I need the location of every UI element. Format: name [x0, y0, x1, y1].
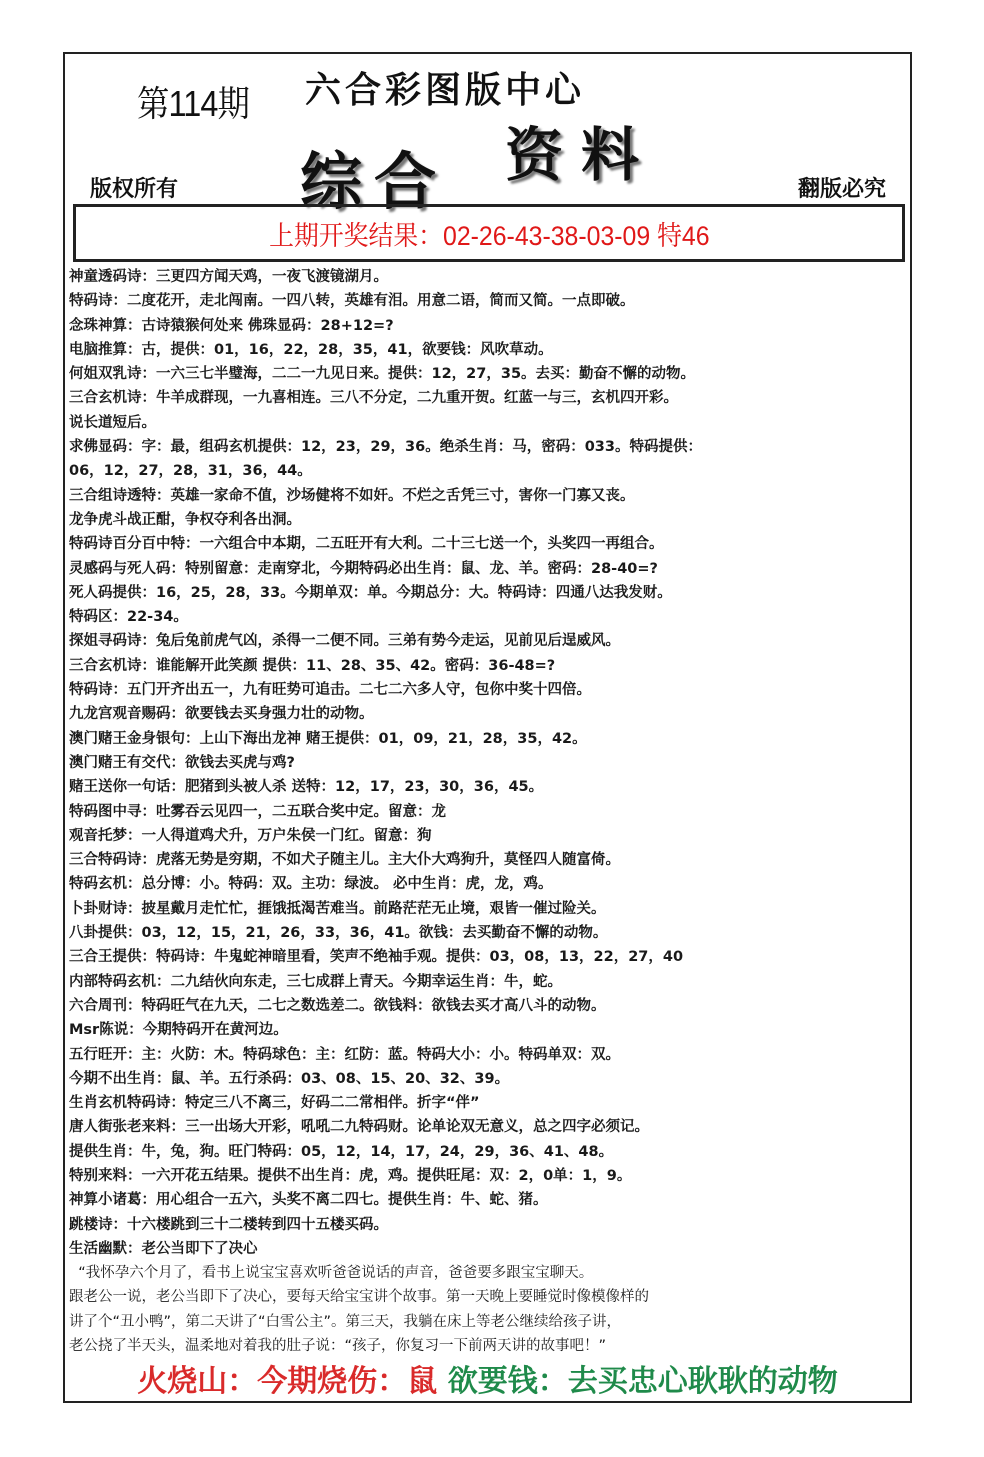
list-item — [69, 484, 909, 508]
item-text: 说长道短后。 — [69, 414, 156, 431]
item-label: 特码图中寻： — [69, 803, 156, 820]
item-label: 求佛显码： — [69, 439, 142, 456]
item-text: 一六开花五结果。提供不出生肖：虎，鸡。提供旺尾：双：2，0单：1，9。 — [141, 1167, 632, 1184]
item-text: 肥猪到头被人杀 送特：12，17，23，30，36，45。 — [185, 779, 544, 796]
item-text: 鼠、羊。五行杀码：03、08、15、20、32、39。 — [170, 1070, 510, 1087]
item-label: 生肖玄机特码诗： — [69, 1095, 185, 1112]
footer-red-text: 火烧山：今期烧伤：鼠 — [137, 1364, 438, 1399]
list-item — [69, 411, 909, 435]
list-item — [69, 508, 909, 532]
item-label: 卜卦财诗： — [69, 900, 142, 917]
item-text: 欲钱去买虎与鸡? — [185, 754, 295, 771]
item-label: 死人码提供： — [69, 584, 156, 601]
item-text: 老公当即下了决心 — [141, 1240, 258, 1257]
item-label: 提供生肖： — [69, 1143, 142, 1160]
item-label: 神童透码诗： — [69, 269, 156, 285]
item-label: 八卦提供： — [69, 925, 142, 942]
item-text: 三更四方闻天鸡，一夜飞渡镜湖月。 — [156, 269, 388, 285]
list-item — [69, 897, 909, 921]
list-item — [69, 702, 909, 726]
item-text: 十六楼跳到三十二楼转到四十五楼买码。 — [127, 1216, 388, 1233]
item-text: 二度花开，走北闯南。一四八转，英雄有泪。用意二语，简而又简。一点即破。 — [127, 293, 635, 310]
item-label: 今期不出生肖： — [69, 1070, 171, 1087]
item-text: 03，12，15，21，26，33，36，41。欲钱：去买勤奋不懈的动物。 — [141, 925, 608, 942]
item-label: 探姐寻码诗： — [69, 633, 156, 650]
item-text: 特码诗：牛鬼蛇神暗里看，笑声不绝袖手观。提供：03，08，13，22，27，40 — [156, 949, 684, 966]
list-item — [69, 1091, 909, 1115]
list-item — [69, 945, 909, 969]
list-item — [69, 338, 909, 362]
list-item — [69, 1067, 909, 1091]
list-item — [69, 775, 909, 799]
item-label: 五行旺开： — [69, 1046, 142, 1063]
copyright-notice-left: 版权所有 — [90, 177, 179, 202]
item-label: 三合组诗透特： — [69, 487, 171, 504]
item-label: 何姐双乳诗： — [69, 366, 156, 383]
list-item — [69, 289, 909, 313]
item-text: 披星戴月走忙忙，捱饿抵渴苦难当。前路茫茫无止境，艰皆一催过险关。 — [141, 900, 606, 917]
item-label: 特码区： — [69, 609, 127, 626]
list-item — [69, 581, 909, 605]
list-item — [69, 1188, 909, 1212]
item-label: 三合特码诗： — [69, 852, 156, 869]
tips-list — [69, 265, 909, 1358]
list-item — [69, 727, 909, 751]
item-label: 内部特码玄机： — [69, 973, 171, 990]
item-text: 一人得道鸡犬升，万户朱侯一门红。留意：狗 — [141, 827, 432, 844]
item-label: 三合玄机诗： — [69, 657, 156, 674]
item-text: 兔后兔前虎气凶，杀得一二便不同。三弟有势今走运，见前见后逞威风。 — [156, 633, 620, 650]
list-item — [69, 824, 909, 848]
item-label: 观音托梦： — [69, 827, 142, 844]
item-text: 总分博：小。特码：双。主功：绿波。 必中生肖：虎，龙，鸡。 — [141, 876, 553, 893]
main-title-part2: 资料 — [505, 121, 658, 189]
item-text: 古诗猿猴何处来 佛珠显码：28+12=? — [141, 317, 394, 334]
item-label: 九龙宫观音赐码： — [69, 706, 185, 723]
item-label: Msr陈说： — [69, 1022, 143, 1039]
item-text: 牛，兔，狗。旺门特码：05，12，14，17，24，29，36、41、48。 — [141, 1143, 614, 1160]
item-label: 六合周刊： — [69, 997, 142, 1014]
item-text: 06，12，27，28，31，36，44。 — [69, 463, 312, 480]
list-item — [69, 1043, 909, 1067]
item-text: 主：火防：木。特码球色：主：红防：蓝。特码大小：小。特码单双：双。 — [141, 1046, 620, 1063]
joke-paragraph-line: 跟老公一说，老公当即下了决心，要每天给宝宝讲个故事。第一天晚上要睡觉时像模像样的 — [69, 1289, 649, 1306]
footer-banner — [65, 1356, 910, 1400]
item-text: 特别留意：走南穿北，今期特码必出生肖：鼠、龙、羊。密码：28-40=? — [185, 560, 658, 577]
item-text: 五门开齐出五一，九有旺势可追击。二七二六多人守，包你中奖十四倍。 — [127, 682, 591, 699]
item-text: 一六组合中本期，二五旺开有大利。二十三七送一个，头奖四一再组合。 — [199, 536, 664, 553]
list-item — [69, 532, 909, 556]
item-text: 特定三八不离三，好码二二常相伴。折字“伴” — [185, 1095, 480, 1112]
last-draw-result-box — [73, 204, 905, 262]
list-item — [69, 1213, 909, 1237]
item-text: 22-34。 — [127, 609, 188, 626]
item-label: 灵感码与死人码： — [69, 560, 185, 577]
item-label: 特别来料： — [69, 1167, 142, 1184]
list-item — [69, 459, 909, 483]
item-label: 特码诗百分百中特： — [69, 536, 200, 553]
item-label: 唐人街张老来料： — [69, 1119, 185, 1136]
item-text: 谁能解开此笑颜 提供：11、28、35、42。密码：36-48=? — [156, 657, 556, 674]
list-item — [69, 872, 909, 896]
joke-paragraph-line: 讲了个“丑小鸭”，第二天讲了“白雪公主”。第三天，我躺在床上等老公继续给孩子讲， — [69, 1313, 622, 1330]
main-title-part1: 综合 — [300, 145, 449, 218]
issue-number: 第114期 — [137, 83, 249, 124]
joke-paragraph-line: 老公挠了半天头，温柔地对着我的肚子说：“孩子，你复习一下前两天讲的故事吧！” — [69, 1338, 607, 1355]
item-text: 16，25，28，33。今期单双：单。今期总分：大。特码诗：四通八达我发财。 — [156, 584, 672, 601]
item-label: 特码玄机： — [69, 876, 142, 893]
list-item — [69, 800, 909, 824]
item-text: 三一出场大开彩，吼吼二九特码财。论单论双无意义，总之四字必须记。 — [185, 1119, 649, 1136]
item-text: 古，提供：01，16，22，28，35，41，欲要钱：风吹草动。 — [141, 341, 553, 358]
copyright-notice-right: 翻版必究 — [797, 177, 886, 202]
item-label: 电脑推算： — [69, 341, 142, 358]
item-label: 三合王提供： — [69, 949, 156, 966]
list-item — [69, 435, 909, 459]
item-text: 吐雾吞云见四一，二五联合奖中定。留意：龙 — [156, 803, 446, 820]
list-item — [69, 994, 909, 1018]
list-item — [69, 265, 909, 289]
list-item — [69, 678, 909, 702]
list-item — [69, 654, 909, 678]
list-item — [69, 557, 909, 581]
item-text: 一六三七半璧海，二二一九见日来。提供：12，27，35。去买：勤奋不懈的动物。 — [156, 366, 696, 383]
joke-paragraph-line: “我怀孕六个月了，看书上说宝宝喜欢听爸爸说话的声音，爸爸要多跟宝宝聊天。 — [69, 1265, 594, 1282]
list-item — [69, 751, 909, 775]
list-item — [69, 1237, 909, 1261]
item-text: 欲要钱去买身强力壮的动物。 — [185, 706, 374, 723]
document-sheet — [63, 52, 912, 1403]
publisher-title: 六合彩图版中心 — [305, 69, 586, 111]
footer-green-text: 欲要钱：去买忠心耿耿的动物 — [447, 1364, 838, 1399]
item-label: 特码诗： — [69, 682, 127, 699]
last-draw-result: 上期开奖结果：02-26-43-38-03-09 特46 — [268, 220, 710, 251]
item-text: 二九结伙向东走，三七成群上青天。今期幸运生肖：牛，蛇。 — [170, 973, 562, 990]
list-item — [69, 1164, 909, 1188]
item-label: 生活幽默： — [69, 1240, 142, 1257]
list-item — [69, 921, 909, 945]
list-item — [69, 970, 909, 994]
list-item — [69, 605, 909, 629]
list-item — [69, 1115, 909, 1139]
item-text: 今期特码开在黄河边。 — [142, 1022, 288, 1039]
item-text: 用心组合一五六，头奖不离二四七。提供生肖：牛、蛇、猪。 — [156, 1192, 548, 1209]
item-label: 澳门赌王金身银句： — [69, 730, 200, 747]
item-label: 三合玄机诗： — [69, 390, 156, 407]
list-item — [69, 362, 909, 386]
list-item — [69, 1018, 909, 1042]
item-label: 跳楼诗： — [69, 1216, 127, 1233]
list-item — [69, 314, 909, 338]
item-text: 字：最，组码玄机提供：12，23，29，36。绝杀生肖：马，密码：033。特码提供： — [141, 439, 702, 456]
item-text: 英雄一家命不值，沙场健将不如奸。不烂之舌凭三寸，害你一门寡又丧。 — [170, 487, 635, 504]
list-item — [69, 629, 909, 653]
item-text: 特码旺气在九天，二七之数选差二。欲钱料：欲钱去买才高八斗的动物。 — [141, 997, 606, 1014]
list-item — [69, 1140, 909, 1164]
item-label: 赌王送你一句话： — [69, 779, 185, 796]
item-label: 特码诗： — [69, 293, 127, 310]
list-item — [69, 386, 909, 410]
list-item — [69, 848, 909, 872]
item-label: 神算小诸葛： — [69, 1192, 156, 1209]
item-label: 念珠神算： — [69, 317, 142, 334]
item-text: 牛羊成群现，一九喜相连。三八不分定，二九重开贺。红蓝一与三，玄机四开彩。 — [156, 390, 678, 407]
item-text: 上山下海出龙神 赌王提供：01，09，21，28，35，42。 — [199, 730, 587, 747]
item-text: 龙争虎斗战正酣，争权夺利各出洞。 — [69, 511, 301, 528]
item-text: 虎落无势是穷期，不如犬子随主儿。主大仆大鸡狗升，莫怪四人随富倚。 — [156, 852, 620, 869]
item-label: 澳门赌王有交代： — [69, 754, 185, 771]
